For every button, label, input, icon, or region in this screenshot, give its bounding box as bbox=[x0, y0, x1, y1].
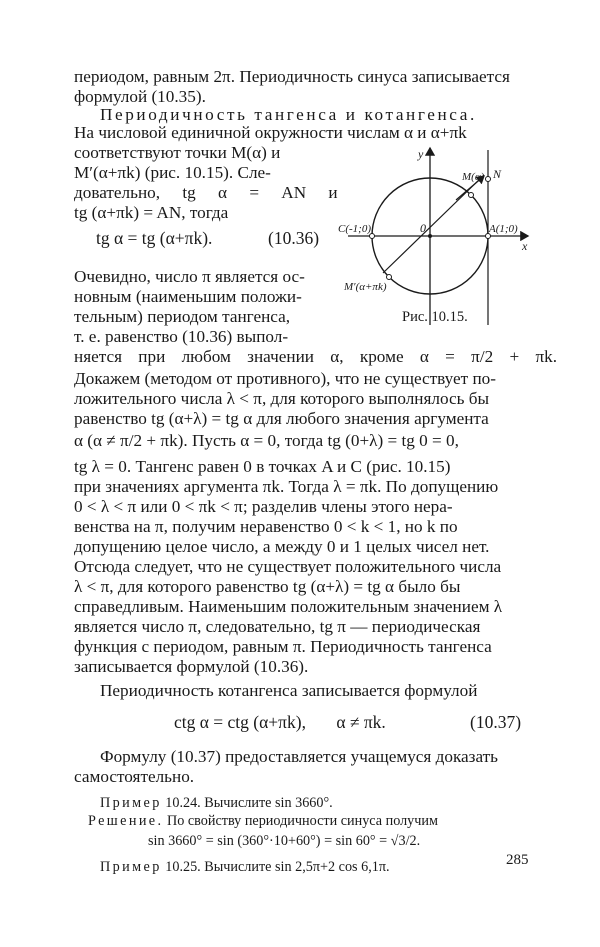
example-10-25 bbox=[100, 858, 390, 877]
equation-number: (10.37) bbox=[470, 712, 522, 732]
text-line: тельным) периодом тангенса, bbox=[74, 307, 291, 326]
point-m-prime bbox=[387, 275, 392, 280]
point-n bbox=[486, 177, 491, 182]
point-n-label: N bbox=[493, 167, 502, 181]
text-line: венства на π, получим неравенство 0 < k < 1, но k по bbox=[74, 517, 458, 536]
text-line: допущению целое число, а между 0 и 1 целых чисел нет. bbox=[74, 537, 490, 556]
text-line: самостоятельно. bbox=[74, 767, 195, 786]
text-line: равенство tg (α+λ) = tg α для любого значения аргумента bbox=[74, 409, 489, 428]
section-heading: Периодичность тангенса и котангенса. bbox=[100, 105, 477, 124]
text-line: при значениях аргумента πk. Тогда λ = πk. По допущению bbox=[74, 477, 499, 496]
text-line: новным (наименьшим положи- bbox=[74, 287, 302, 306]
text-line: λ < π, для которого равенство tg (α+λ) = tg α было бы bbox=[74, 577, 461, 596]
text-line: ложительного числа λ < π, для которого выполнялось бы bbox=[74, 389, 490, 408]
text-line: довательно, tg α = AN и bbox=[74, 183, 338, 202]
equation-condition: α ≠ πk. bbox=[336, 712, 386, 732]
text-line: Докажем (методом от противного), что не существует по- bbox=[74, 369, 496, 388]
unit-circle-figure bbox=[338, 140, 538, 330]
text-line: α (α ≠ π/2 + πk). Пусть α = 0, тогда tg (0+λ) = tg 0 = 0, bbox=[74, 431, 459, 450]
text-line: т. е. равенство (10.36) выпол- bbox=[74, 327, 289, 346]
equation-10-37 bbox=[174, 712, 386, 733]
origin-point bbox=[428, 234, 432, 238]
example-10-24 bbox=[100, 794, 333, 813]
text-line: M′(α+πk) (рис. 10.15). Сле- bbox=[74, 163, 271, 182]
text-line: Формулу (10.37) предоставляется учащемуся доказать bbox=[100, 747, 499, 766]
text-line: tg λ = 0. Тангенс равен 0 в точках A и C (рис. 10.15) bbox=[74, 457, 451, 476]
point-c-label: C(-1;0) bbox=[338, 223, 371, 235]
equation-10-36 bbox=[96, 228, 212, 249]
x-axis-label: x bbox=[522, 239, 528, 253]
text-line: Периодичность котангенса записывается формулой bbox=[100, 681, 478, 700]
equation-number: (10.36) bbox=[268, 228, 320, 248]
solution-formula: sin 3660° = sin (360°·10+60°) = sin 60° = √3/2. bbox=[148, 833, 421, 849]
text-line: Отсюда следует, что не существует положительного числа bbox=[74, 557, 502, 576]
example-label: Пример bbox=[100, 859, 162, 875]
solution-text: По свойству периодичности синуса получим bbox=[167, 813, 438, 829]
point-m-label: M(α) bbox=[462, 171, 485, 183]
text-line: tg (α+πk) = AN, тогда bbox=[74, 203, 229, 222]
example-text: 10.24. Вычислите sin 3660°. bbox=[165, 795, 333, 811]
text-line: соответствуют точки M(α) и bbox=[74, 143, 281, 162]
text-line: записывается формулой (10.36). bbox=[74, 657, 309, 676]
equation-formula: ctg α = ctg (α+πk), bbox=[174, 712, 306, 732]
text-line: Очевидно, число π является ос- bbox=[74, 267, 305, 286]
point-a-label: A(1;0) bbox=[489, 223, 518, 235]
text-line: справедливым. Наименьшим положительным значением λ bbox=[74, 597, 503, 616]
text-line: 0 < λ < π или 0 < πk < π; разделив члены этого нера- bbox=[74, 497, 453, 516]
page-number: 285 bbox=[506, 852, 529, 868]
solution-line bbox=[88, 812, 438, 831]
text-line: является число π, следовательно, tg π — периодическая bbox=[74, 617, 481, 636]
equation-formula: tg α = tg (α+πk). bbox=[96, 228, 213, 248]
text-line: На числовой единичной окружности числам α и α+πk bbox=[74, 123, 467, 142]
text-line: периодом, равным 2π. Периодичность синуса записывается bbox=[74, 67, 510, 86]
origin-label: 0 bbox=[420, 221, 426, 235]
point-m-prime-label: M′(α+πk) bbox=[344, 281, 387, 293]
solution-label: Решение. bbox=[88, 813, 164, 829]
text-line: формулой (10.35). bbox=[74, 87, 206, 106]
text-line: функция с периодом, равным π. Периодичность тангенса bbox=[74, 637, 492, 656]
figure-caption: Рис. 10.15. bbox=[402, 309, 468, 325]
example-text: 10.25. Вычислите sin 2,5π+2 cos 6,1π. bbox=[165, 859, 390, 875]
point-m bbox=[469, 193, 474, 198]
y-axis-label: y bbox=[418, 147, 424, 161]
example-label: Пример bbox=[100, 795, 162, 811]
text-line: няется при любом значении α, кроме α = π/2 + πk. bbox=[74, 347, 558, 366]
